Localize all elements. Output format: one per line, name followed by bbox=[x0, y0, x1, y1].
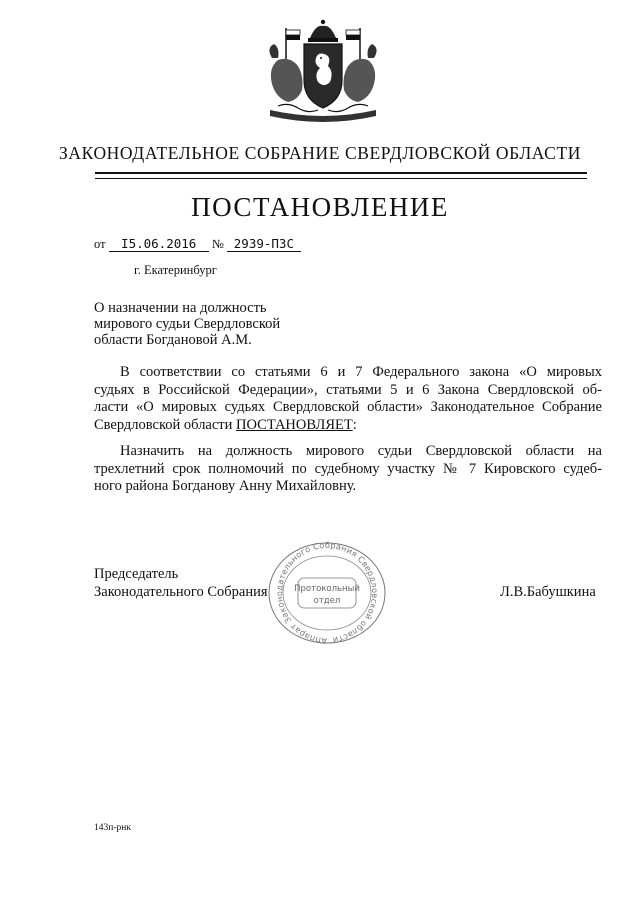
paragraph-line: ласти «О мировых судьях Свердловской области» Законодательное Собрание bbox=[94, 399, 602, 416]
paragraph-line: Назначить на должность мирового судьи Свердловской области на bbox=[120, 443, 602, 459]
resolve-word: ПОСТАНОВЛЯЕТ bbox=[236, 416, 353, 433]
document-title: ПОСТАНОВЛЕНИЕ bbox=[191, 192, 449, 222]
subject-line: О назначении на должность bbox=[94, 300, 267, 316]
document-subject bbox=[94, 300, 334, 348]
header-rule-thick bbox=[95, 172, 587, 174]
preamble-paragraph bbox=[94, 364, 602, 434]
signatory-title-line: Законодательного Собрания bbox=[94, 583, 268, 600]
coat-of-arms-emblem bbox=[258, 18, 388, 130]
stamp-outer-text: Аппарат Законодательного Собрания Свердловской области bbox=[274, 539, 381, 647]
document-code: 143п-рнк bbox=[94, 823, 131, 833]
subject-line: области Богдановой А.М. bbox=[94, 332, 252, 348]
organization-name: ЗАКОНОДАТЕЛЬНОЕ СОБРАНИЕ СВЕРДЛОВСКОЙ ОБЛАСТИ bbox=[59, 143, 581, 163]
document-date: I5.06.2016 bbox=[109, 236, 209, 252]
paragraph-line: судьях в Российской Федерации», статьями 5 и 6 Закона Свердловской об- bbox=[94, 381, 602, 398]
number-prefix: № bbox=[211, 237, 224, 251]
paragraph-line: В соответствии со статьями 6 и 7 Федерального закона «О мировых bbox=[120, 364, 602, 380]
paragraph-line: ного района Богданову Анну Михайловну. bbox=[94, 478, 357, 495]
document-number: 2939-ПЗС bbox=[227, 236, 301, 252]
date-prefix: от bbox=[94, 237, 106, 251]
resolution-paragraph bbox=[94, 443, 602, 496]
official-stamp bbox=[262, 538, 392, 648]
subject-line: мирового судьи Свердловской bbox=[94, 316, 281, 332]
signatory-name: Л.В.Бабушкина bbox=[500, 584, 596, 600]
stamp-inner-line1: Протокольный bbox=[294, 584, 360, 594]
city: г. Екатеринбург bbox=[134, 263, 217, 277]
date-number-line bbox=[94, 236, 301, 252]
paragraph-text: Свердловской области bbox=[94, 416, 237, 433]
stamp-inner-line2: отдел bbox=[313, 596, 341, 606]
signatory-title-line: Председатель bbox=[94, 566, 179, 582]
signatory-title bbox=[94, 566, 268, 601]
colon: : bbox=[352, 416, 357, 433]
paragraph-line bbox=[94, 417, 602, 435]
header-rule-thin bbox=[95, 178, 587, 179]
paragraph-line: трехлетний срок полномочий по судебному участку № 7 Кировского судеб- bbox=[94, 460, 602, 477]
